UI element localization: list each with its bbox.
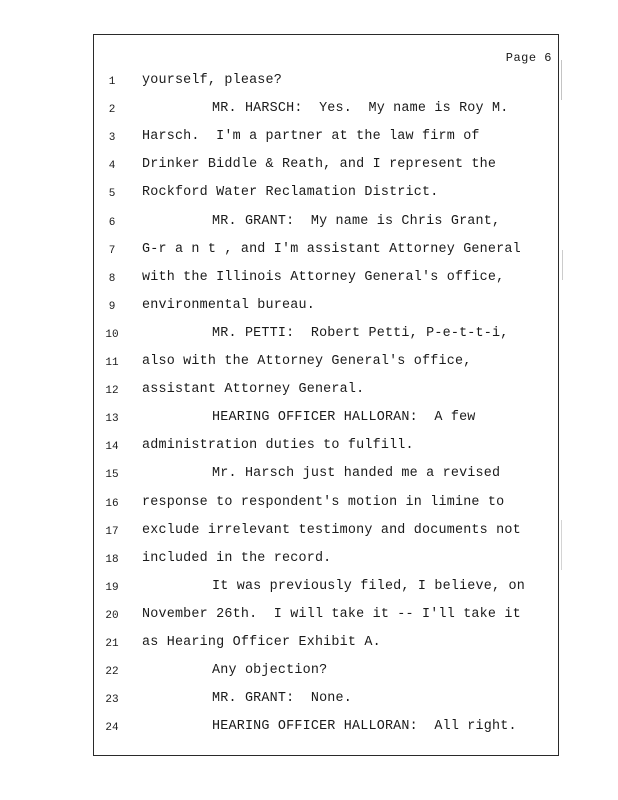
line-text: Drinker Biddle & Reath, and I represent the bbox=[142, 157, 497, 173]
line-number: 24 bbox=[105, 722, 119, 735]
line-number: 22 bbox=[105, 666, 119, 679]
line-number: 2 bbox=[108, 104, 116, 117]
line-number: 20 bbox=[105, 609, 119, 622]
line-number: 7 bbox=[108, 244, 116, 257]
transcript-line bbox=[94, 635, 558, 663]
page-number: Page 6 bbox=[505, 51, 552, 65]
transcript-line bbox=[94, 663, 558, 691]
line-text: Harsch. I'm a partner at the law firm of bbox=[142, 129, 480, 145]
line-text: exclude irrelevant testimony and documents not bbox=[142, 522, 521, 538]
line-text: with the Illinois Attorney General's office, bbox=[142, 269, 505, 285]
line-number: 21 bbox=[105, 638, 119, 650]
line-text: yourself, please? bbox=[142, 73, 283, 88]
line-text: November 26th. I will take it -- I'll take it bbox=[142, 606, 521, 622]
line-text: Mr. Harsch just handed me a revised bbox=[212, 466, 501, 482]
line-number: 17 bbox=[105, 525, 119, 538]
line-number: 18 bbox=[105, 553, 119, 566]
transcript-line bbox=[94, 579, 558, 607]
line-number: 16 bbox=[105, 497, 119, 510]
transcript-line bbox=[94, 73, 558, 101]
line-number: 11 bbox=[105, 357, 119, 369]
line-number: 12 bbox=[105, 385, 119, 398]
line-text: G-r a n t , and I'm assistant Attorney General bbox=[142, 241, 521, 257]
scan-artifact bbox=[562, 250, 563, 280]
transcript-line bbox=[94, 607, 558, 635]
transcript-page bbox=[93, 34, 559, 756]
transcript-line bbox=[94, 129, 558, 157]
line-text: It was previously filed, I believe, on bbox=[212, 578, 525, 594]
transcript-line bbox=[94, 410, 558, 438]
transcript-line bbox=[94, 466, 558, 494]
transcript-line bbox=[94, 354, 558, 382]
transcript-line bbox=[94, 495, 558, 523]
line-text: HEARING OFFICER HALLORAN: All right. bbox=[212, 719, 517, 735]
line-text: Any objection? bbox=[212, 663, 328, 679]
line-number: 9 bbox=[108, 300, 116, 313]
transcript-line bbox=[94, 719, 558, 747]
transcript-line bbox=[94, 270, 558, 298]
line-text: included in the record. bbox=[142, 550, 332, 566]
line-number: 3 bbox=[108, 132, 116, 145]
line-text: MR. GRANT: My name is Chris Grant, bbox=[212, 213, 501, 229]
line-number: 6 bbox=[108, 216, 116, 229]
transcript-line bbox=[94, 438, 558, 466]
transcript-line bbox=[94, 101, 558, 129]
scan-artifact bbox=[561, 60, 562, 100]
line-text: administration duties to fulfill. bbox=[142, 438, 414, 454]
line-text: MR. PETTI: Robert Petti, P-e-t-t-i, bbox=[212, 325, 509, 341]
transcript-line bbox=[94, 551, 558, 579]
transcript-line bbox=[94, 214, 558, 242]
transcript-line bbox=[94, 242, 558, 270]
transcript-line bbox=[94, 157, 558, 185]
line-text: HEARING OFFICER HALLORAN: A few bbox=[212, 410, 476, 426]
line-text: assistant Attorney General. bbox=[142, 382, 365, 398]
line-text: response to respondent's motion in limine to bbox=[142, 494, 505, 510]
line-number: 10 bbox=[105, 328, 119, 341]
line-number: 14 bbox=[105, 441, 119, 454]
line-text: Rockford Water Reclamation District. bbox=[142, 185, 439, 201]
scan-artifact bbox=[561, 520, 562, 570]
line-number: 19 bbox=[105, 581, 119, 594]
line-text: MR. GRANT: None. bbox=[212, 691, 353, 707]
transcript-line bbox=[94, 185, 558, 213]
line-number: 15 bbox=[105, 469, 119, 482]
line-number: 23 bbox=[105, 694, 119, 707]
line-text: as Hearing Officer Exhibit A. bbox=[142, 635, 381, 650]
line-text: MR. HARSCH: Yes. My name is Roy M. bbox=[212, 101, 509, 117]
line-number: 5 bbox=[108, 188, 116, 201]
transcript-line bbox=[94, 691, 558, 719]
transcript-line bbox=[94, 326, 558, 354]
transcript-line bbox=[94, 382, 558, 410]
line-number: 4 bbox=[108, 160, 116, 173]
transcript-line bbox=[94, 523, 558, 551]
line-number: 1 bbox=[108, 76, 116, 88]
transcript-line bbox=[94, 298, 558, 326]
line-text: environmental bureau. bbox=[142, 297, 315, 313]
line-number: 13 bbox=[105, 413, 119, 426]
line-text: also with the Attorney General's office, bbox=[142, 354, 472, 369]
line-number: 8 bbox=[108, 272, 116, 285]
